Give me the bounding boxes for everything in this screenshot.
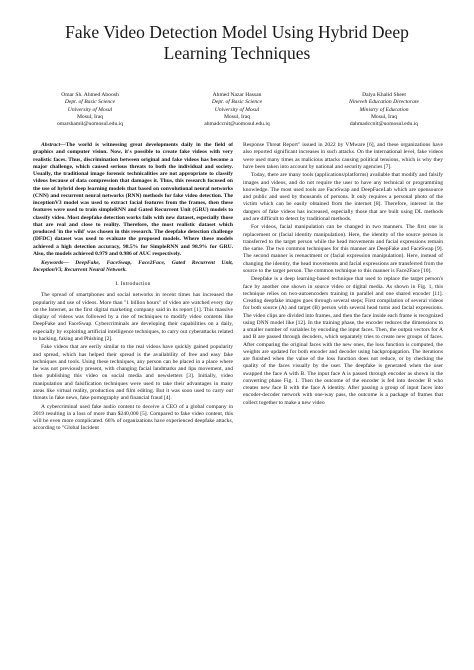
abstract — [33, 142, 233, 258]
author-name: Omar Sh. Ahmed Aboosh — [61, 92, 119, 98]
author-name: Dalya Khalid Sheet — [362, 92, 406, 98]
author-block — [20, 92, 454, 128]
body-paragraph: Fake videos that are eerily similar to the real videos have quickly gained popularity and spread, which has helped their spread is the availability of free and easy fake techniques and tools. Using these techniques, any person can be placed in a place where he was not previously present, with changing facial landmarks and lips movement, and then publishing this video on social media and newsletters [3]. Initially, video manipulation and falsification techniques were used to take their advantages in many areas like virtual reality, production and film editing. But it was soon used to carry out threats in fake news, fake pornography and financial fraud [4]. — [33, 344, 233, 402]
author-dept: Dept. of Basic Science — [211, 99, 263, 106]
author-email[interactable]: dahmadccnit@uomosul.edu.iq — [349, 121, 419, 128]
body-paragraph: For videos, facial manipulation can be changed in two manners. The first one is replacement or (facial identity manipulation). Here, the identity of the source person is transferred to the target person while the head movements and facial expressions remain the same. The two common techniques for this manner are DeepFake and FaceSwap [9]. The second manner is reenactment or (facial expression manipulation). Here, instead of changing the identity, the head movements and facial expressions are transferred from the source to the target person. The common technique to this manner is Face2Face [10]. — [243, 224, 443, 274]
title-line: Fake Video Detection Model Using Hybrid Deep — [65, 22, 409, 42]
author-org: Ministry of Education — [359, 106, 409, 113]
author-1 — [20, 92, 160, 128]
section-heading: I. Introduction — [115, 281, 151, 287]
abstract-text: The world is witnessing great developments daily in the field of graphics and computer vision. Now, it's possible to create fake videos with very realistic faces. Thus, discrimination between original and fake videos has become a major challenge, which caused serious threats to both the individual and society. Usually, the traditional image forensic technicalities are not appropriate to classify videos because of data compression that damages it. Thus, this research focused on the use of hybrid deep learning models that based on convolutional neural networks (CNN) and recurrent neural networks (RNN) methods for fake video detection. The inceptionV3 model was used to extract facial features from the frames, then these features were used to train simpleRNN and Gated Recurrent Unit (GRU) models to classify video. Most deepfake detection works fails with new dataset, especially those that are real and close to reality. Therefore, the most realistic dataset which produced 'in the wild' was chosen in this research. The deepfake detection challenge (DFDC) dataset was used to evaluate the proposed models. Where these models achieved a high detection accuracy, 98.5% for SimpleRNN and 98.9% for GRU. Also, the models achieved 0.979 and 0.986 of AUC respectively. — [33, 142, 233, 257]
author-dept: Nineveh Education Directorate — [348, 99, 419, 106]
author-dept: Dept. of Basic Science — [64, 99, 116, 106]
author-3 — [314, 92, 454, 128]
body-paragraph: Today, there are many tools (applications/platforms) available that modify and falsify images and videos, and do not require the user to have any technical or programming knowledge. The most used tools are FaceSwap and DeepFaceLab which are opensource and public and used by thousands of persons. It only requires a personal photo of the victim which can be easily obtained from the internet [8]. Therefore, interest in the dangers of fake videos has increased, especially those that are built using DL methods and are difficult to detect by traditional methods. — [243, 172, 443, 222]
author-email[interactable]: omarshamil@uomosul.edu.iq — [56, 121, 124, 128]
keywords: Keywords— DeepFake, FaceSwap, Face2Face, Gated Recurrent Unit, InceptionV3, Recurrent Neural Network. — [33, 259, 233, 273]
author-city: Mosul, Iraq — [76, 113, 104, 120]
title-line: Learning Techniques — [163, 43, 311, 63]
body-paragraph: Deepfake is a deep learning-based technique that used to replace the target person's face by another one shown in source video or digital media. As shown in Fig. 1, this technique relies on two-autoencoders training in parallel and one shared encoder [11]. Creating deepfake images goes through several steps; First compilation of several videos for both source (A) and target (B) person with several head turns and facial expressions. The video clips are divided into frames, and then the face inside each frame is recognized using DNN model like [12]. In the training phase, the encoder reduces the dimensions to a smaller number of variables by encoding the input faces. Then, the output vectors for A and B are passed through decoders, which separately tries to create new groups of faces. After comparing the original faces with the new ones, the loss function is computed, the weights are updated for both encoder and decoder using backpropagation. The iterations are finished when the value of the loss function does not reduce, or by checking the quality of the faces visually by the user. The deepfake is generated when the user swapped the face A with B. The input face A is passed through encoder as shown in the converting phase Fig. 1. Then the outcome of the encoder is fed into decoder B who creates new face B with the face A identity. After passing a group of input faces into encoder-decoder network with one-way pass, the outcome is a package of frames that collect together to make a new video — [243, 276, 443, 406]
author-name: Ahmed Nazar Hassan — [212, 92, 262, 98]
body-paragraph: Response Threat Report" issued in 2022 by VMware [6], and these organizations have also reported significant increases in such attacks. On the international level, fake videos were used many times as malicious attacks causing political tensions, which is why they have been taken into account by national and security agencies [7]. — [243, 142, 443, 170]
right-column — [243, 142, 443, 407]
author-city: Mosul, Iraq — [370, 113, 398, 120]
author-org: University of Mosul — [67, 106, 113, 113]
left-column — [33, 142, 233, 433]
author-org: University of Mosul — [214, 106, 260, 113]
abstract-lead: Abstract— — [41, 142, 66, 148]
body-paragraph: A cybercriminal used fake audio content to deceive a CEO of a global company in 2019 resulting in a loss of more than $240,000 [5]. Compared to fake video content, this will be even more complicated. 66% of organizations have experienced deepfake attacks, according to "Global Incident — [33, 403, 233, 432]
author-city: Mosul, Iraq — [223, 113, 251, 120]
body-paragraph: The spread of smartphones and social networks in recent times has increased the popularity and use of videos. More than "1 billion hours" of video are watched every day on the Internet, as the first digital marketing company said in its report [1]. This massive display of videos was followed by a rise of techniques to modify video contents like DeepFake and FaceSwap. Cybercriminals are developing their capabilities on a daily, especially by exploiting artificial intelligence techniques, to carry out cyberattacks related to hacking, faking and Phishing [2]. — [33, 292, 233, 342]
author-email[interactable]: ahmadccnit@uomosul.edu.iq — [204, 121, 270, 128]
author-2 — [167, 92, 307, 128]
paper-title — [20, 22, 454, 64]
